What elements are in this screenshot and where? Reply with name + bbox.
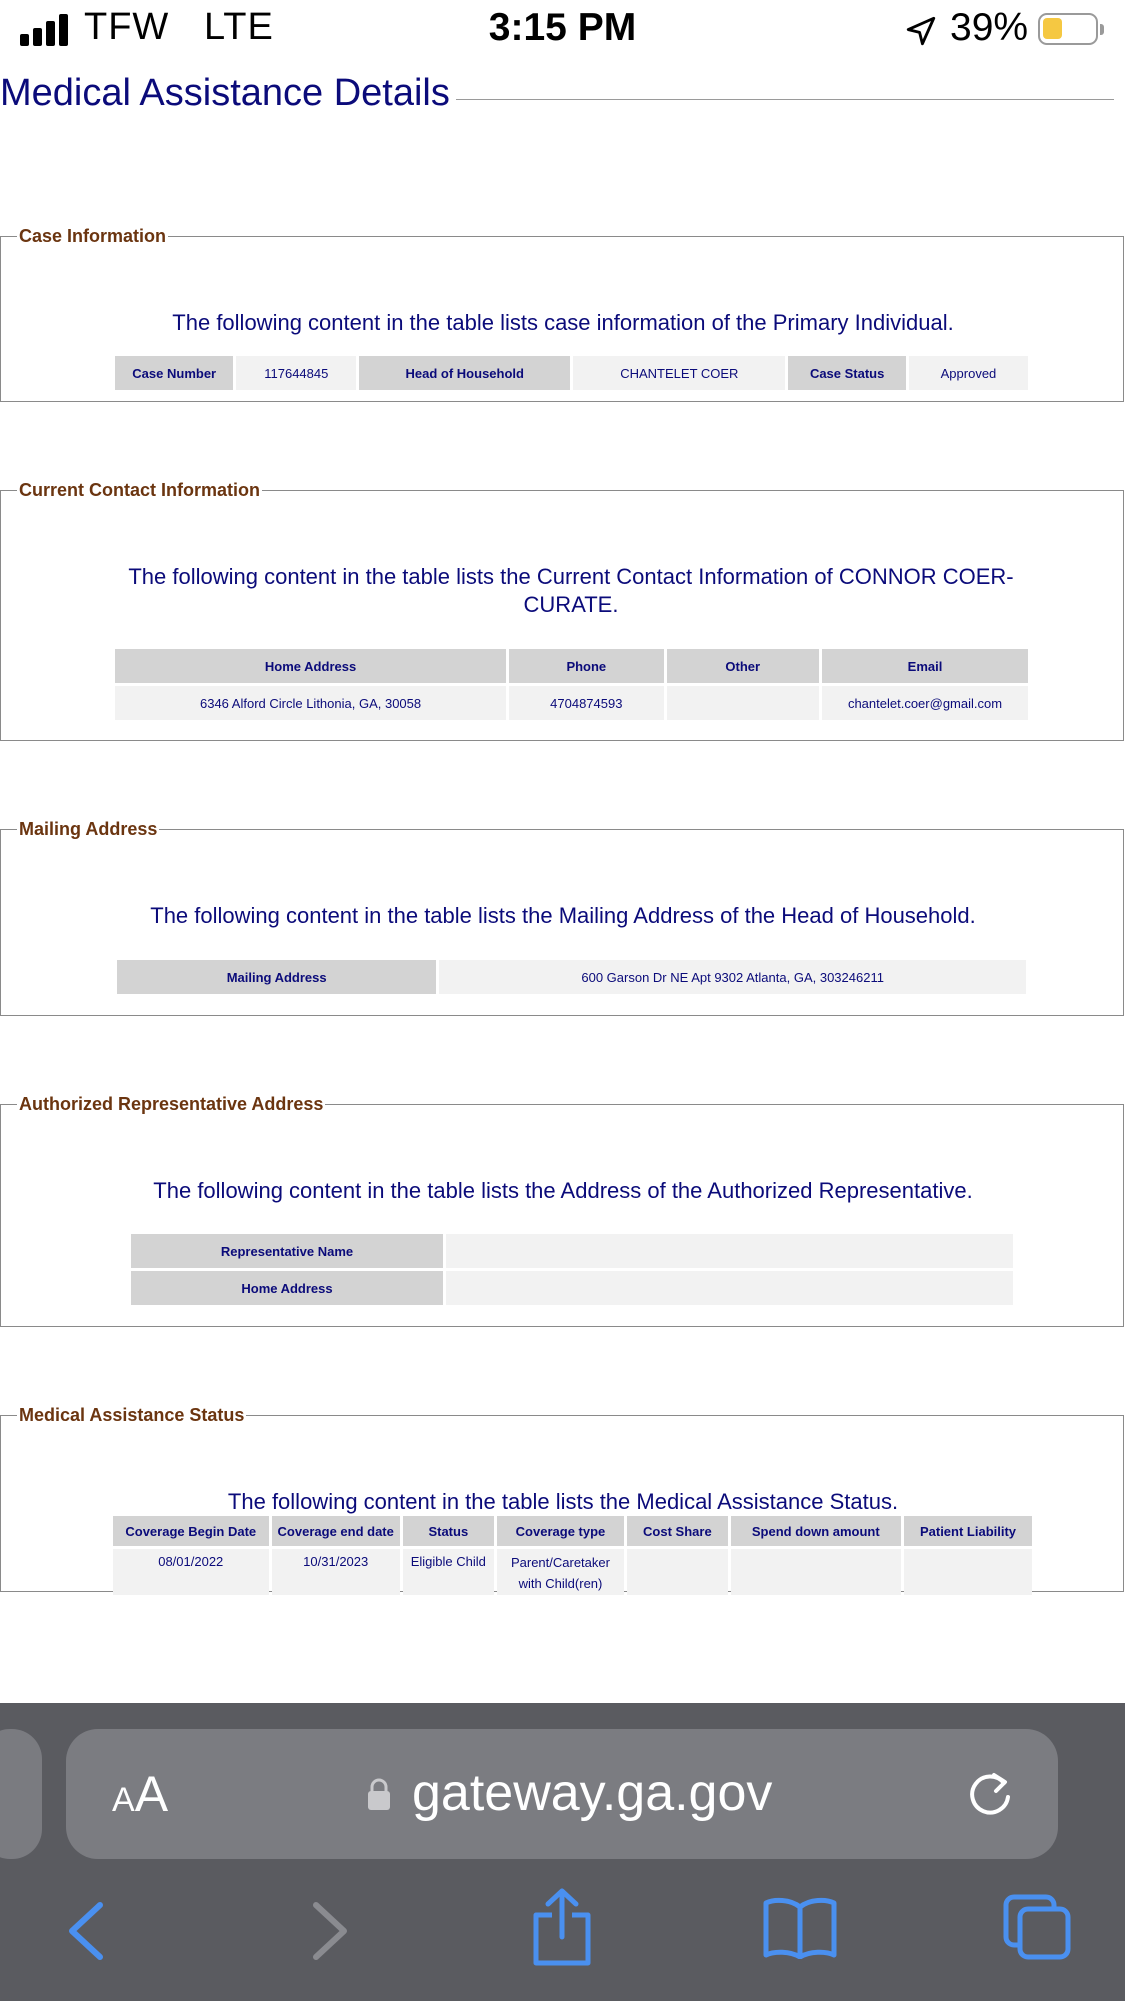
other-value — [667, 686, 820, 720]
ma-status-section — [0, 1405, 1124, 1592]
mailing-table — [114, 957, 1029, 997]
section-legend: Current Contact Information — [19, 480, 260, 500]
battery-percent: 39% — [950, 6, 1029, 49]
status-value: Eligible Child — [403, 1549, 494, 1595]
coverage-begin-header: Coverage Begin Date — [113, 1516, 269, 1546]
section-legend: Mailing Address — [19, 819, 158, 839]
email-value: chantelet.coer@gmail.com — [822, 686, 1028, 720]
clock: 3:15 PM — [488, 6, 637, 49]
rep-name-value — [446, 1234, 1013, 1268]
authorized-rep-section — [0, 1094, 1124, 1327]
section-legend: Case Information — [19, 226, 167, 246]
carrier-label: TFW LTE — [84, 6, 274, 48]
section-legend: Medical Assistance Status — [19, 1405, 245, 1425]
status-header: Status — [403, 1516, 494, 1546]
book-icon[interactable] — [762, 1897, 838, 1959]
section-legend: Authorized Representative Address — [19, 1094, 324, 1114]
current-contact-section — [0, 480, 1124, 741]
coverage-end-header: Coverage end date — [272, 1516, 400, 1546]
home-address-header: Home Address — [115, 649, 506, 683]
case-information-section — [0, 226, 1124, 402]
share-icon[interactable] — [530, 1887, 594, 1967]
rep-table — [128, 1231, 1016, 1308]
case-info-table — [112, 353, 1031, 393]
patient-liability-value — [904, 1549, 1032, 1595]
coverage-type-value: Parent/Caretaker with Child(ren) — [497, 1549, 624, 1595]
network-label: LTE — [203, 6, 274, 48]
rep-address-value — [446, 1271, 1013, 1305]
battery-icon — [1038, 13, 1098, 45]
chevron-right-icon[interactable] — [308, 1899, 352, 1963]
status-bar — [0, 0, 1125, 62]
lock-icon — [366, 1777, 392, 1811]
rep-address-header: Home Address — [131, 1271, 443, 1305]
case-status-value: Approved — [909, 356, 1028, 390]
head-of-household-header: Head of Household — [359, 356, 570, 390]
home-address-value: 6346 Alford Circle Lithonia, GA, 30058 — [115, 686, 506, 720]
spend-down-header: Spend down amount — [731, 1516, 901, 1546]
location-arrow-icon — [904, 14, 938, 48]
page-title: Medical Assistance Details — [0, 72, 450, 114]
mailing-address-header: Mailing Address — [117, 960, 436, 994]
spend-down-value — [731, 1549, 901, 1595]
section-description: The following content in the table lists the Mailing Address of the Head of Household. — [150, 903, 976, 928]
title-divider — [456, 99, 1114, 100]
tabs-icon[interactable] — [1002, 1893, 1072, 1961]
phone-value: 4704874593 — [509, 686, 663, 720]
chevron-left-icon[interactable] — [64, 1899, 108, 1963]
head-of-household-value: CHANTELET COER — [573, 356, 785, 390]
other-header: Other — [667, 649, 820, 683]
section-description: The following content in the table lists the Address of the Authorized Representative. — [153, 1178, 973, 1203]
ma-status-table — [110, 1513, 1035, 1598]
case-number-header: Case Number — [115, 356, 233, 390]
contact-table — [112, 646, 1031, 723]
mailing-address-value: 600 Garson Dr NE Apt 9302 Atlanta, GA, 303246211 — [439, 960, 1026, 994]
coverage-end-value: 10/31/2023 — [272, 1549, 400, 1595]
section-description: The following content in the table lists the Current Contact Information of CONNOR COER-CURATE. — [128, 564, 1014, 617]
cost-share-value — [627, 1549, 727, 1595]
email-header: Email — [822, 649, 1028, 683]
url-text[interactable]: gateway.ga.gov — [412, 1764, 773, 1822]
cost-share-header: Cost Share — [627, 1516, 727, 1546]
rep-name-header: Representative Name — [131, 1234, 443, 1268]
case-number-value: 117644845 — [236, 356, 356, 390]
patient-liability-header: Patient Liability — [904, 1516, 1032, 1546]
section-description: The following content in the table lists case information of the Primary Individual. — [172, 310, 954, 335]
browser-toolbar — [0, 1703, 1125, 2001]
reader-settings-button[interactable]: AA — [112, 1766, 169, 1822]
section-description: The following content in the table lists the Medical Assistance Status. — [227, 1489, 899, 1514]
address-bar[interactable] — [66, 1729, 1058, 1859]
reload-icon[interactable] — [964, 1769, 1016, 1821]
phone-header: Phone — [509, 649, 663, 683]
case-status-header: Case Status — [788, 356, 906, 390]
mailing-address-section — [0, 819, 1124, 1016]
previous-tab-pill[interactable] — [0, 1729, 42, 1859]
coverage-begin-value: 08/01/2022 — [113, 1549, 269, 1595]
coverage-type-header: Coverage type — [497, 1516, 624, 1546]
